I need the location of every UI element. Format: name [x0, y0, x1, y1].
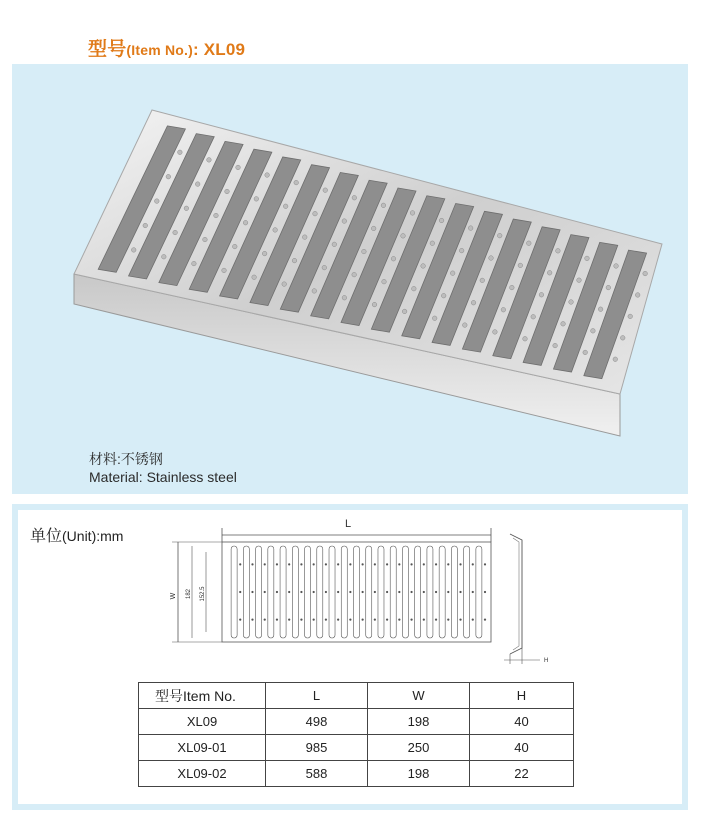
grate-bump: [332, 242, 337, 247]
plan-bump: [325, 563, 327, 565]
grate-bump: [450, 271, 455, 276]
cell-L: 588: [266, 761, 368, 787]
grate-bump: [342, 295, 347, 300]
grate-bump: [518, 263, 523, 268]
grate-bump: [643, 271, 648, 276]
grate-bump: [613, 357, 618, 362]
plan-bump: [484, 563, 486, 565]
plan-bump: [276, 591, 278, 593]
grate-bump: [184, 206, 189, 211]
plan-bump: [374, 563, 376, 565]
plan-bump: [349, 563, 351, 565]
plan-bump: [313, 591, 315, 593]
grate-bump: [252, 275, 257, 280]
grate-bump: [232, 244, 237, 249]
plan-bump: [264, 619, 266, 621]
grate-bump: [620, 336, 625, 341]
grate-bump: [553, 343, 558, 348]
plan-bump: [288, 591, 290, 593]
grate-bump: [381, 203, 386, 208]
grate-bump: [195, 182, 200, 187]
grate-bump: [421, 264, 426, 269]
cell-W: 198: [368, 709, 470, 735]
grate-bump: [462, 323, 467, 328]
grate-bump: [471, 300, 476, 305]
cell-L: 985: [266, 735, 368, 761]
plan-bump: [398, 563, 400, 565]
technical-drawing: [148, 516, 568, 666]
grate-bump: [628, 314, 633, 319]
grate-bump: [585, 256, 590, 261]
grate-bump: [583, 350, 588, 355]
grate-bump: [635, 293, 640, 298]
grate-bump: [302, 235, 307, 240]
plan-bump: [386, 563, 388, 565]
grate-bump: [561, 321, 566, 326]
grate-bump: [382, 279, 387, 284]
plan-bump: [447, 619, 449, 621]
grate-bump: [203, 237, 208, 242]
plan-bump: [472, 591, 474, 593]
plan-bump: [251, 563, 253, 565]
grate-bump: [501, 307, 506, 312]
plan-bump: [374, 619, 376, 621]
side-view-profile: [510, 534, 522, 654]
plan-bump: [325, 619, 327, 621]
plan-bump: [423, 591, 425, 593]
plan-bump: [325, 591, 327, 593]
grate-bump: [556, 249, 561, 254]
unit-label: [30, 523, 123, 546]
plan-bump: [251, 619, 253, 621]
cell-H: 40: [470, 709, 574, 735]
plan-bump: [435, 591, 437, 593]
item-title-code: : XL09: [192, 40, 246, 59]
plan-bump: [337, 563, 339, 565]
unit-en: (Unit):mm: [62, 528, 124, 544]
grate-bump: [468, 226, 473, 231]
grate-bump: [497, 233, 502, 238]
plan-bump: [362, 591, 364, 593]
grate-bump: [510, 285, 515, 290]
plan-bump: [288, 563, 290, 565]
grate-bump: [569, 300, 574, 305]
plan-bump: [264, 591, 266, 593]
grate-bump: [441, 293, 446, 298]
material-en: Material: Stainless steel: [89, 469, 237, 485]
grate-bump: [214, 213, 219, 218]
plan-bump: [423, 563, 425, 565]
plan-bump: [410, 619, 412, 621]
grate-bump: [412, 286, 417, 291]
grate-bump: [312, 289, 317, 294]
cell-H: 40: [470, 735, 574, 761]
grate-bump: [401, 234, 406, 239]
grate-bump: [480, 278, 485, 283]
plan-bump: [459, 563, 461, 565]
grate-bump: [323, 188, 328, 193]
grate-bump: [273, 228, 278, 233]
plan-bump: [410, 591, 412, 593]
grate-bump: [222, 268, 227, 273]
grate-bump: [192, 261, 197, 266]
grate-bump: [539, 292, 544, 297]
product-photo-panel: [12, 64, 688, 494]
table-row: [139, 761, 574, 787]
dim-182-label: 182: [186, 588, 192, 600]
dim-H-label: H: [544, 658, 549, 664]
header-W: W: [368, 683, 470, 709]
header-H: H: [470, 683, 574, 709]
grate-bump: [372, 302, 377, 307]
grate-bump: [352, 272, 357, 277]
plan-bump: [337, 619, 339, 621]
grate-bump: [547, 270, 552, 275]
item-title-paren: (Item No.): [126, 42, 193, 58]
plan-bump: [239, 563, 241, 565]
grate-bump: [598, 307, 603, 312]
table-row: [139, 709, 574, 735]
grate-bump: [614, 264, 619, 269]
grate-bump: [262, 251, 267, 256]
grate-bump: [391, 256, 396, 261]
plan-bump: [276, 619, 278, 621]
spec-inner: [18, 510, 682, 804]
plan-bump: [423, 619, 425, 621]
grate-bump: [173, 230, 178, 235]
grate-bump: [527, 241, 532, 246]
plan-bump: [239, 591, 241, 593]
dim-L-label: L: [344, 518, 352, 530]
grate-bump: [283, 204, 288, 209]
item-title: [88, 34, 245, 61]
plan-bump: [264, 563, 266, 565]
grate-bump: [531, 314, 536, 319]
plan-bump: [472, 619, 474, 621]
plan-bump: [435, 619, 437, 621]
cell-W: 250: [368, 735, 470, 761]
grate-bump: [371, 226, 376, 231]
plan-bump: [484, 619, 486, 621]
plan-bump: [362, 563, 364, 565]
plan-bump: [300, 591, 302, 593]
cell-item-no: XL09-01: [139, 735, 266, 761]
grate-bump: [362, 249, 367, 254]
grate-bump: [162, 254, 167, 259]
grate-bump: [459, 248, 464, 253]
plan-bump: [484, 591, 486, 593]
plan-bump: [410, 563, 412, 565]
grate-bump: [265, 173, 270, 178]
dim-W-label: W: [170, 592, 177, 600]
cell-L: 498: [266, 709, 368, 735]
grate-bump: [131, 248, 136, 253]
grate-bump: [493, 330, 498, 335]
material-cn: 材料:不锈钢: [89, 451, 163, 467]
plan-bump: [276, 563, 278, 565]
grate-bump: [402, 309, 407, 314]
grate-bump: [254, 197, 259, 202]
plan-bump: [472, 563, 474, 565]
cell-W: 198: [368, 761, 470, 787]
plan-bump: [447, 591, 449, 593]
cell-H: 22: [470, 761, 574, 787]
grate-bump: [178, 150, 183, 155]
grate-bump: [342, 219, 347, 224]
grate-bump: [591, 329, 596, 334]
plan-bump: [251, 591, 253, 593]
grate-bump: [410, 211, 415, 216]
grate-bump: [292, 258, 297, 263]
material-caption: [89, 450, 237, 486]
plan-bump: [459, 591, 461, 593]
grate-bump: [432, 316, 437, 321]
unit-cn: 单位: [30, 528, 63, 545]
plan-bump: [337, 591, 339, 593]
grate-bump: [489, 256, 494, 261]
grate-bump: [322, 265, 327, 270]
plan-bump: [386, 591, 388, 593]
plan-bump: [313, 619, 315, 621]
grate-bump: [430, 241, 435, 246]
grate-bump: [577, 278, 582, 283]
header-item-no: 型号Item No.: [139, 683, 266, 709]
plan-bump: [288, 619, 290, 621]
grate-bump: [606, 285, 611, 290]
header-L: L: [266, 683, 368, 709]
plan-bump: [398, 619, 400, 621]
plan-bump: [362, 619, 364, 621]
plan-bump: [313, 563, 315, 565]
plan-bump: [374, 591, 376, 593]
grate-bump: [523, 336, 528, 341]
table-row: [139, 735, 574, 761]
plan-bump: [349, 619, 351, 621]
cell-item-no: XL09-02: [139, 761, 266, 787]
plan-bump: [459, 619, 461, 621]
grate-bump: [154, 199, 159, 204]
plan-bump: [386, 619, 388, 621]
grate-bump: [166, 174, 171, 179]
spec-panel: [12, 504, 688, 810]
grate-bump: [439, 218, 444, 223]
grate-bump: [207, 158, 212, 163]
grate-bump: [294, 180, 299, 185]
plan-bump: [300, 563, 302, 565]
plan-bump: [435, 563, 437, 565]
grate-bump: [352, 195, 357, 200]
plan-bump: [349, 591, 351, 593]
grate-photo: [12, 64, 688, 494]
grate-bump: [225, 189, 230, 194]
grate-bump: [313, 211, 318, 216]
spec-table: [138, 682, 574, 787]
grate-bump: [143, 223, 148, 228]
plan-bump: [447, 563, 449, 565]
plan-bump: [300, 619, 302, 621]
cell-item-no: XL09: [139, 709, 266, 735]
grate-bump: [282, 282, 287, 287]
grate-bump: [243, 220, 248, 225]
spec-table-header: [139, 683, 574, 709]
item-title-cn: 型号: [88, 39, 127, 60]
plan-bump: [239, 619, 241, 621]
plan-bump: [398, 591, 400, 593]
dim-152-label: 152.5: [200, 586, 206, 602]
grate-bump: [236, 165, 241, 170]
